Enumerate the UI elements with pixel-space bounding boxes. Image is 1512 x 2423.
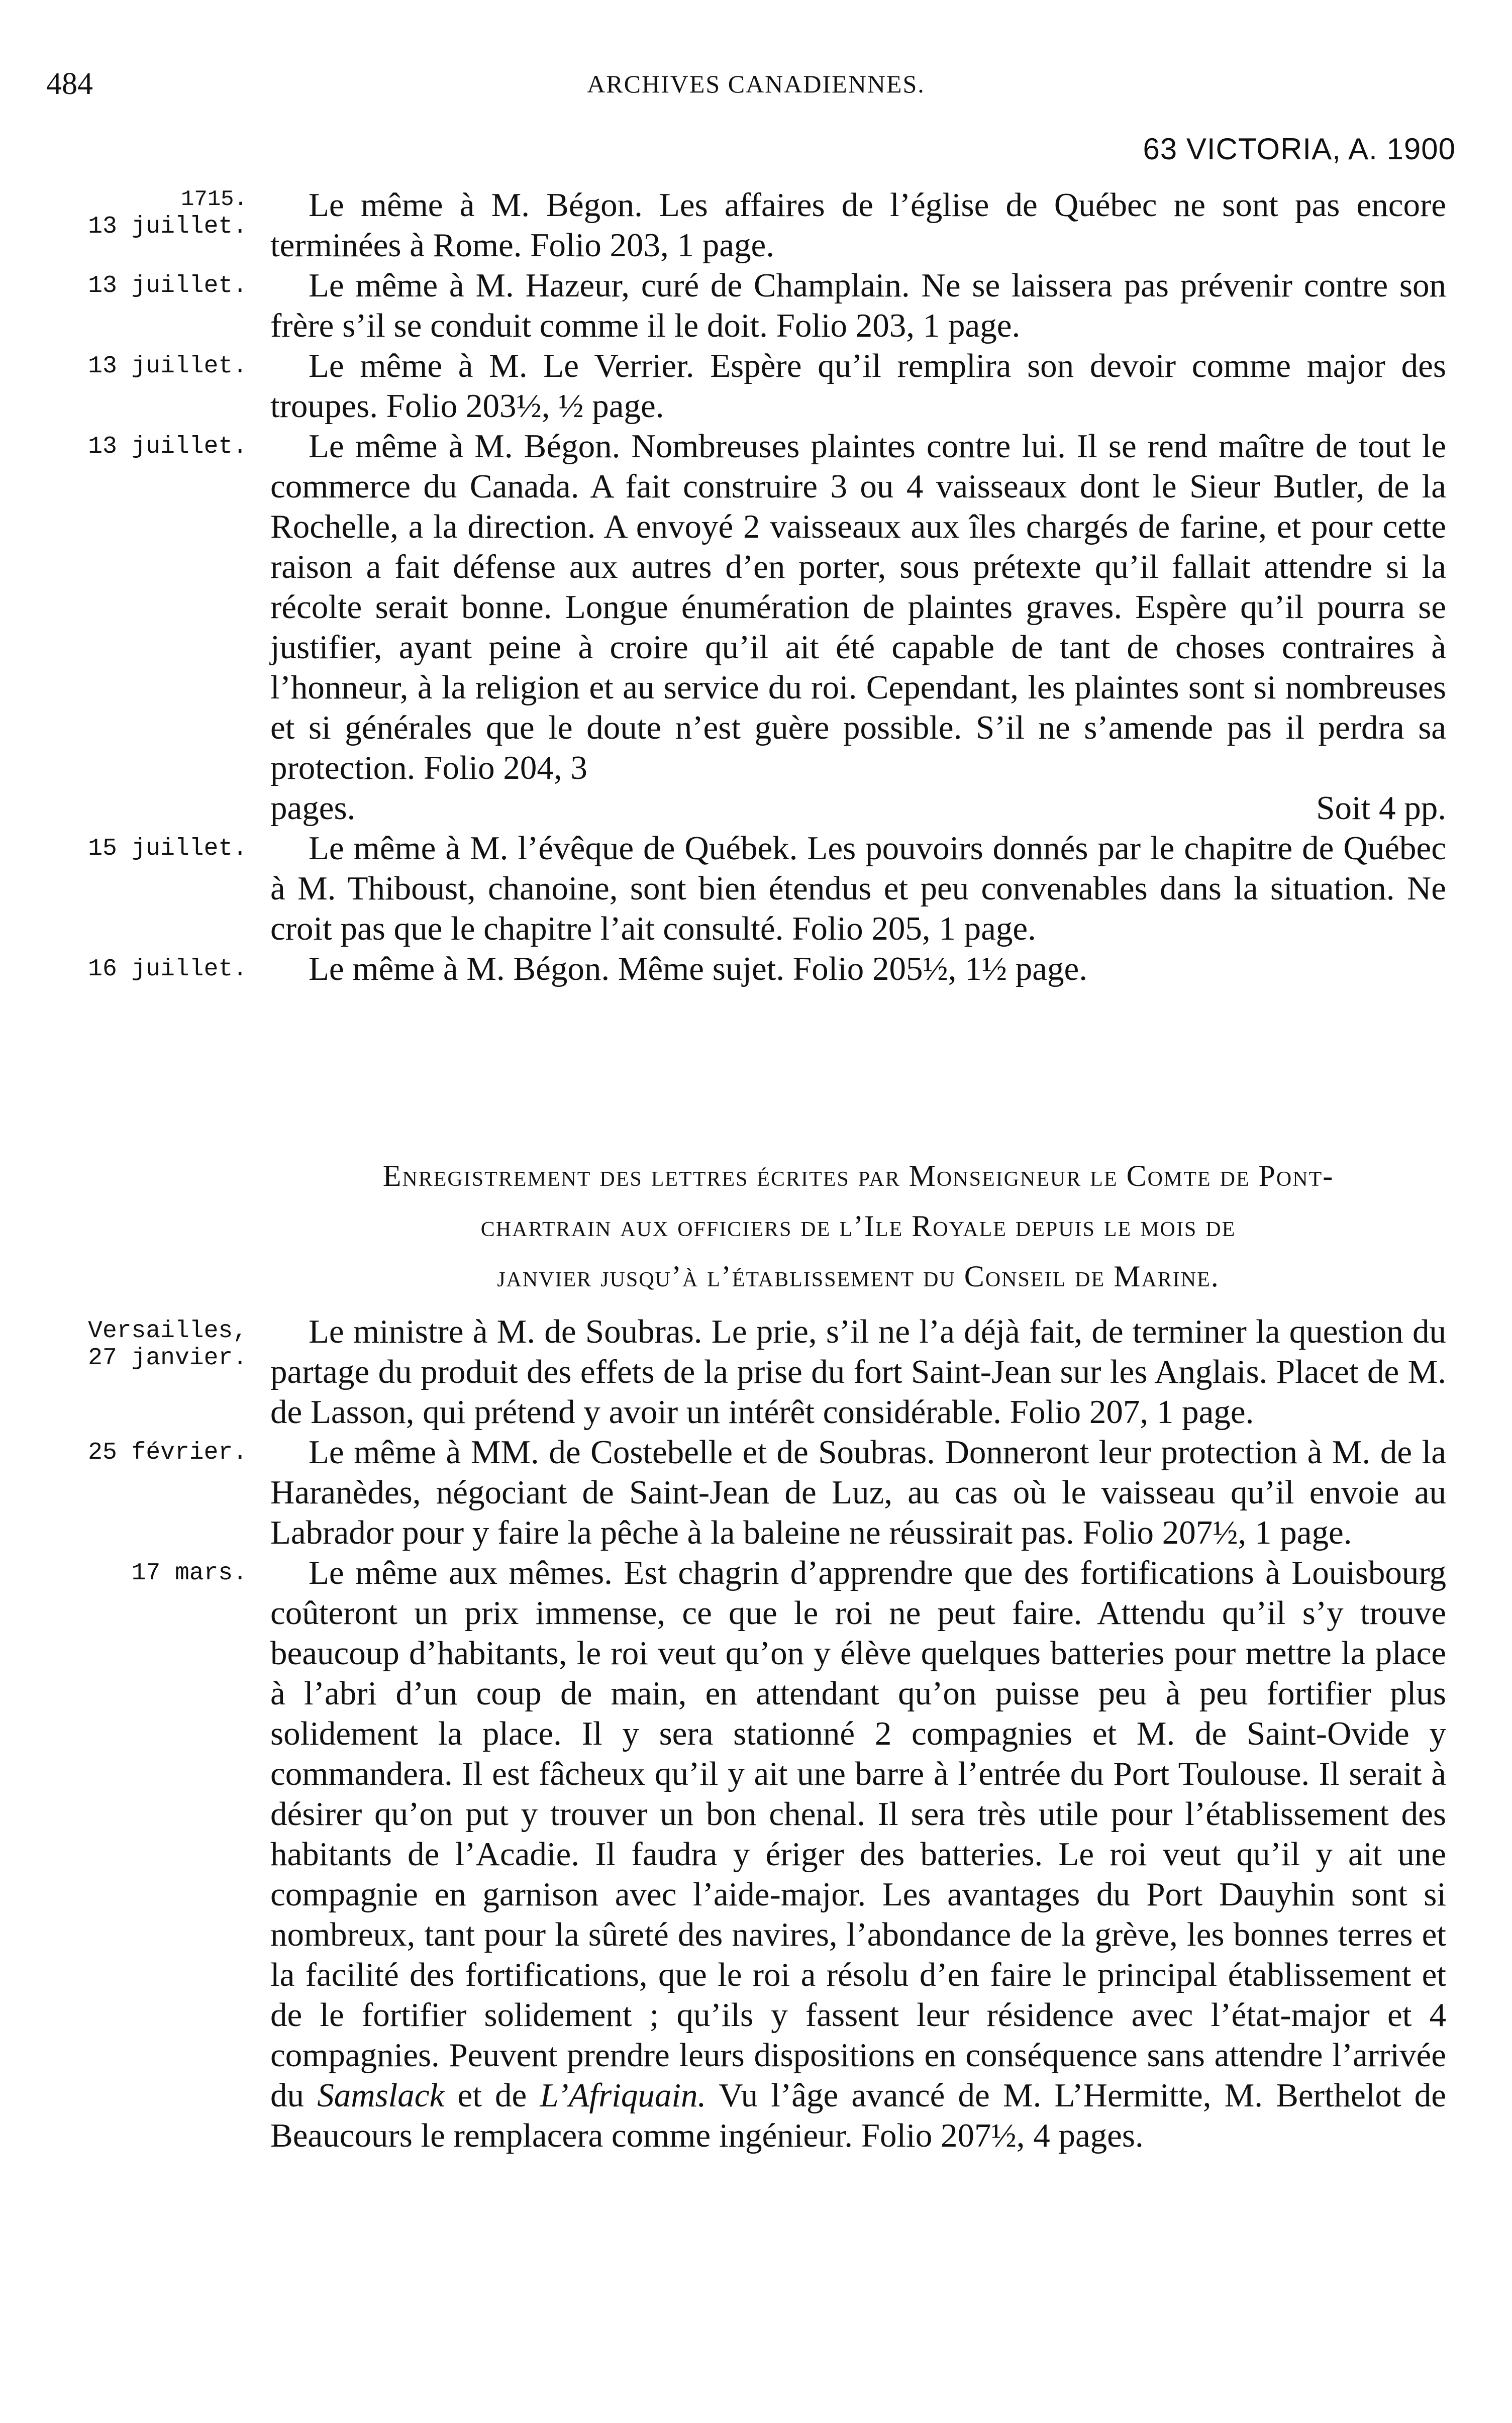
ship-name: L’Afriquain.	[540, 2077, 707, 2114]
date-day: 13 juillet.	[88, 213, 247, 240]
entry	[0, 1432, 1512, 1553]
page-number: 484	[46, 67, 93, 101]
entry	[0, 265, 1512, 346]
last-line-left: pages.	[270, 789, 356, 827]
entry	[0, 426, 1512, 828]
entry	[0, 185, 1512, 265]
session-label: 63 VICTORIA, A. 1900	[1143, 132, 1456, 166]
text-part: Le même aux mêmes. Est chagrin d’apprendre que des fortifications à Louisbourg coûteront un prix immense, ce que le roi ne peut faire. Attendu qu’il s’y trouve beaucoup d’habitants, le roi veut qu’on y élève quelques batteries pour mettre la place à l’abri d’un coup de main, en attendant qu’on puisse peu à peu fortifier plus solidement la place. Il y sera stationné 2 compagnies et M. de Saint-Ovide y commandera. Il est fâcheux qu’il y ait une barre à l’entrée du Port Toulouse. Il serait à désirer qu’on put y trouver un bon chenal. Il sera très utile pour l’établissement des habitants de l’Acadie. Il faudra y ériger des batteries. Le roi veut qu’il y ait une compagnie en garnison avec l’aide-major. Les avantages du Port Dauyhin sont si nombreux, tant pour la sûreté des navires, l’abondance de la grève, les bonnes terres et la facilité des fortifications, que le roi a résolu d’en faire le principal établissement et de le fortifier solidement ; qu’ils y fassent leur résidence avec l’état-major et 4 compagnies. Peuvent prendre leurs dispositions en conséquence sans attendre l’arrivée du	[270, 1554, 1446, 2114]
entry-last-line	[270, 788, 1446, 828]
entry-date: 15 juillet.	[88, 835, 247, 862]
entry-date	[46, 186, 247, 240]
entry	[0, 1311, 1512, 1432]
date-year: 1715.	[180, 187, 247, 212]
section-title-line: Enregistrement des lettres écrites par Monseigneur le Comte de Pont-	[382, 1159, 1334, 1192]
date-place: Versailles,	[88, 1318, 247, 1345]
last-line-right: Soit 4 pp.	[1316, 789, 1446, 827]
entry-text	[270, 1553, 1446, 2156]
entry-date: 13 juillet.	[88, 353, 247, 380]
entry-date: 13 juillet.	[88, 272, 247, 299]
entry-text: Le ministre à M. de Soubras. Le prie, s’il ne l’a déjà fait, de terminer la question du partage du produit des effets de la prise du fort Saint-Jean sur les Anglais. Placet de M. de Lasson, qui prétend y avoir un intérêt considérable. Folio 207, 1 page.	[270, 1313, 1446, 1431]
entry	[0, 949, 1512, 989]
entry	[0, 1553, 1512, 2156]
entry	[0, 346, 1512, 426]
entry-date: 16 juillet.	[88, 956, 247, 983]
entry-text: Le même à M. Hazeur, curé de Champlain. Ne se laissera pas prévenir contre son frère s’il se conduit comme il le doit. Folio 203, 1 page.	[270, 267, 1446, 344]
entry-text: Le même à MM. de Costebelle et de Soubras. Donneront leur protection à M. de la Haranèdes, négociant de Saint-Jean de Luz, au cas où le vaisseau qu’il envoie au Labrador pour y faire la pêche à la baleine ne réussirait pas. Folio 207½, 1 page.	[270, 1434, 1446, 1551]
running-title: ARCHIVES CANADIENNES.	[587, 70, 925, 98]
entry-text: Le même à M. Bégon. Les affaires de l’église de Québec ne sont pas encore terminées à Rome. Folio 203, 1 page.	[270, 186, 1446, 264]
ship-name: Samslack	[317, 2077, 445, 2114]
entry-text: Le même à M. Le Verrier. Espère qu’il remplira son devoir comme major des troupes. Folio 203½, ½ page.	[270, 347, 1446, 425]
text-part: et de	[444, 2077, 540, 2114]
entry-date	[46, 1318, 247, 1372]
entry-text: Le même à M. l’évêque de Québek. Les pouvoirs donnés par le chapitre de Québec à M. Thiboust, chanoine, sont bien étendus et peu convenables dans la situation. Ne croit pas que le chapitre l’ait consulté. Folio 205, 1 page.	[270, 830, 1446, 947]
section-title-line: janvier jusqu’à l’établissement du Conseil de Marine.	[497, 1260, 1220, 1293]
section-2-entries	[0, 1311, 1512, 2156]
entry-date: 13 juillet.	[88, 433, 247, 460]
section-title	[270, 1151, 1446, 1301]
entry	[0, 828, 1512, 949]
entry-date: 17 mars.	[131, 1560, 247, 1587]
entry-text: Le même à M. Bégon. Même sujet. Folio 205½, 1½ page.	[309, 950, 1088, 987]
date-day: 27 janvier.	[88, 1345, 247, 1372]
section-1-entries	[0, 185, 1512, 989]
entry-date: 25 février.	[88, 1439, 247, 1466]
section-title-line: chartrain aux officiers de l’Ile Royale depuis le mois de	[480, 1209, 1236, 1243]
entry-text: Le même à M. Bégon. Nombreuses plaintes contre lui. Il se rend maître de tout le commerce du Canada. A fait construire 3 ou 4 vaisseaux dont le Sieur Butler, de la Rochelle, a la direction. A envoyé 2 vaisseaux aux îles chargés de farine, et pour cette raison a fait défense aux autres d’en porter, sous prétexte qu’il fallait attendre si la récolte serait bonne. Longue énumération de plaintes graves. Espère qu’il pourra se justifier, ayant peine à croire qu’il ait été capable de tant de choses contraires à l’honneur, à la religion et au service du roi. Cependant, les plaintes sont si nombreuses et si générales que le doute n’est guère possible. S’il ne s’amende pas il perdra sa protection. Folio 204, 3	[270, 428, 1446, 786]
text-part: Vu l’âge avancé de M. L’Hermitte, M. Berthelot de Beaucours le remplacera comme ingénieur. Folio 207½, 4 pages.	[270, 2077, 1447, 2154]
